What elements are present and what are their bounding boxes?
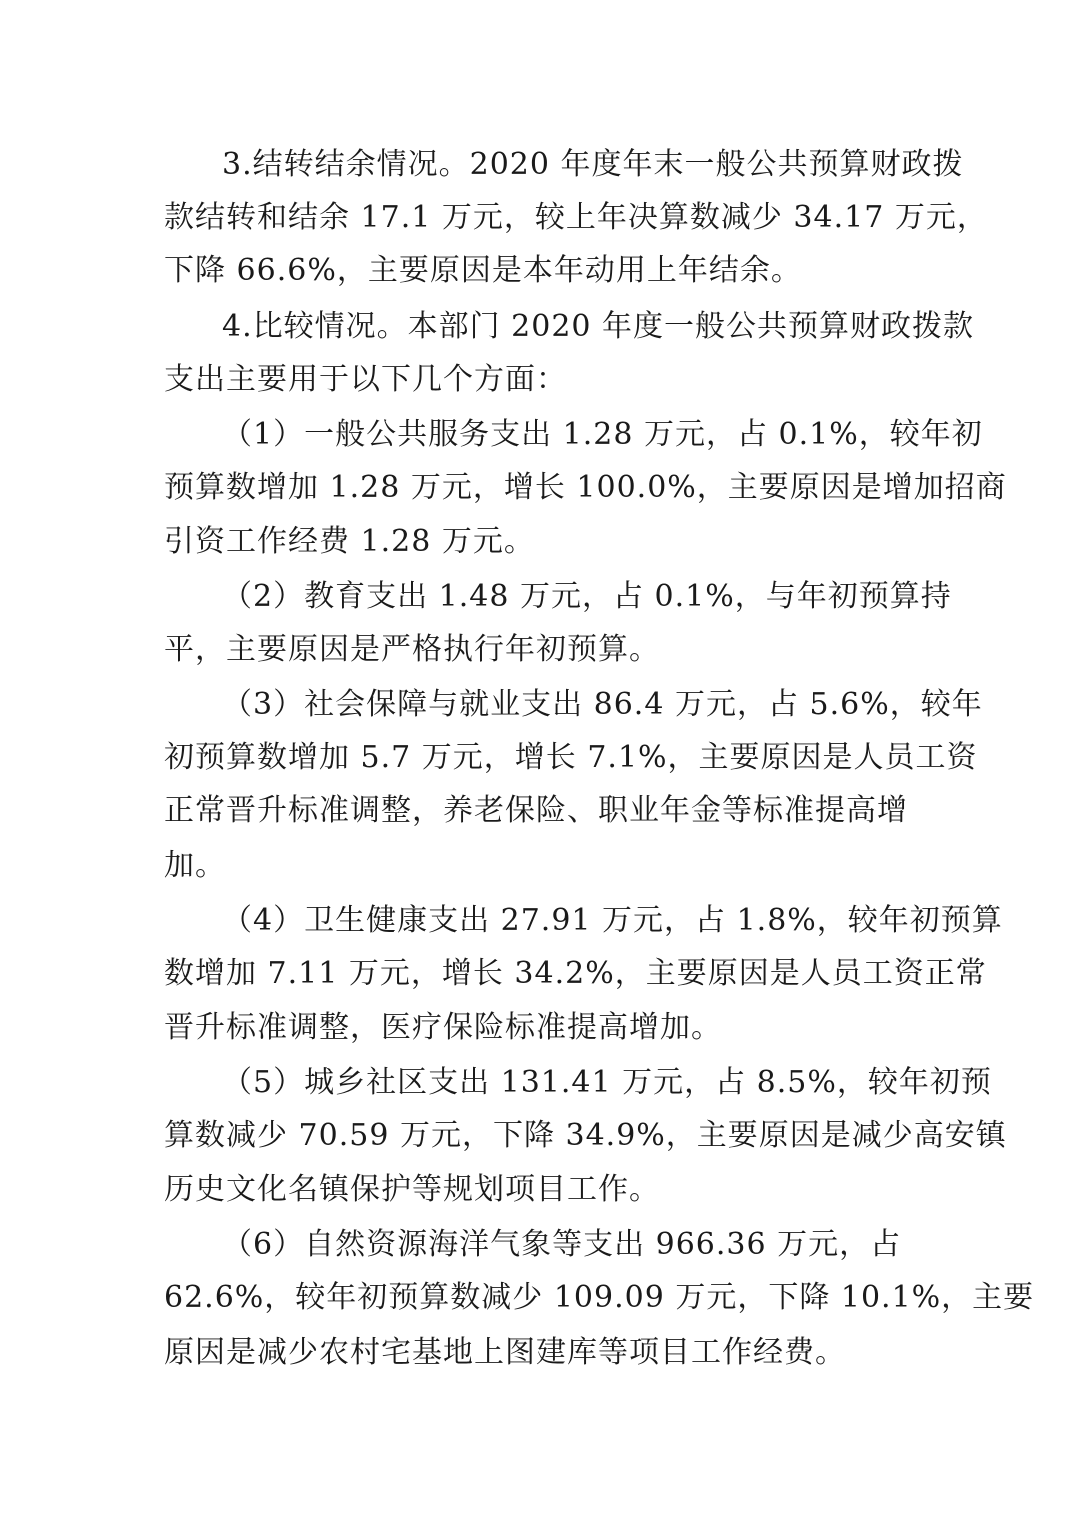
text-line: 数增加 7.11 万元，增长 34.2%，主要原因是人员工资正常 [164,956,987,991]
text-line: （1）一般公共服务支出 1.28 万元，占 0.1%，较年初 [222,417,983,452]
text-line: 款结转和结余 17.1 万元，较上年决算数减少 34.17 万元， [164,200,988,235]
text-line: 支出主要用于以下几个方面： [164,362,567,397]
text-line: 引资工作经费 1.28 万元。 [164,524,535,559]
text-line: （4）卫生健康支出 27.91 万元，占 1.8%，较年初预算 [222,903,1003,938]
text-line: 4.比较情况。本部门 2020 年度一般公共预算财政拨款 [222,309,975,344]
text-line: 3.结转结余情况。2020 年度年末一般公共预算财政拨 [222,147,964,182]
text-line: 加。 [164,848,226,883]
text-line: 预算数增加 1.28 万元，增长 100.0%，主要原因是增加招商 [164,470,1007,505]
text-line: 62.6%，较年初预算数减少 109.09 万元，下降 10.1%，主要 [164,1280,1035,1315]
text-line: 下降 66.6%，主要原因是本年动用上年结余。 [164,253,802,288]
text-line: 初预算数增加 5.7 万元，增长 7.1%，主要原因是人员工资 [164,740,978,775]
text-line: （3）社会保障与就业支出 86.4 万元，占 5.6%，较年 [222,687,983,722]
text-line: 晋升标准调整，医疗保险标准提高增加。 [164,1010,722,1045]
text-line: （5）城乡社区支出 131.41 万元，占 8.5%，较年初预 [222,1065,992,1100]
text-line: （2）教育支出 1.48 万元，占 0.1%，与年初预算持 [222,579,952,614]
text-line: 正常晋升标准调整，养老保险、职业年金等标准提高增 [164,793,908,828]
text-line: 原因是减少农村宅基地上图建库等项目工作经费。 [164,1335,846,1370]
text-line: （6）自然资源海洋气象等支出 966.36 万元，占 [222,1227,902,1262]
text-line: 历史文化名镇保护等规划项目工作。 [164,1172,660,1207]
text-line: 平，主要原因是严格执行年初预算。 [164,632,660,667]
text-line: 算数减少 70.59 万元，下降 34.9%，主要原因是减少高安镇 [164,1118,1007,1153]
